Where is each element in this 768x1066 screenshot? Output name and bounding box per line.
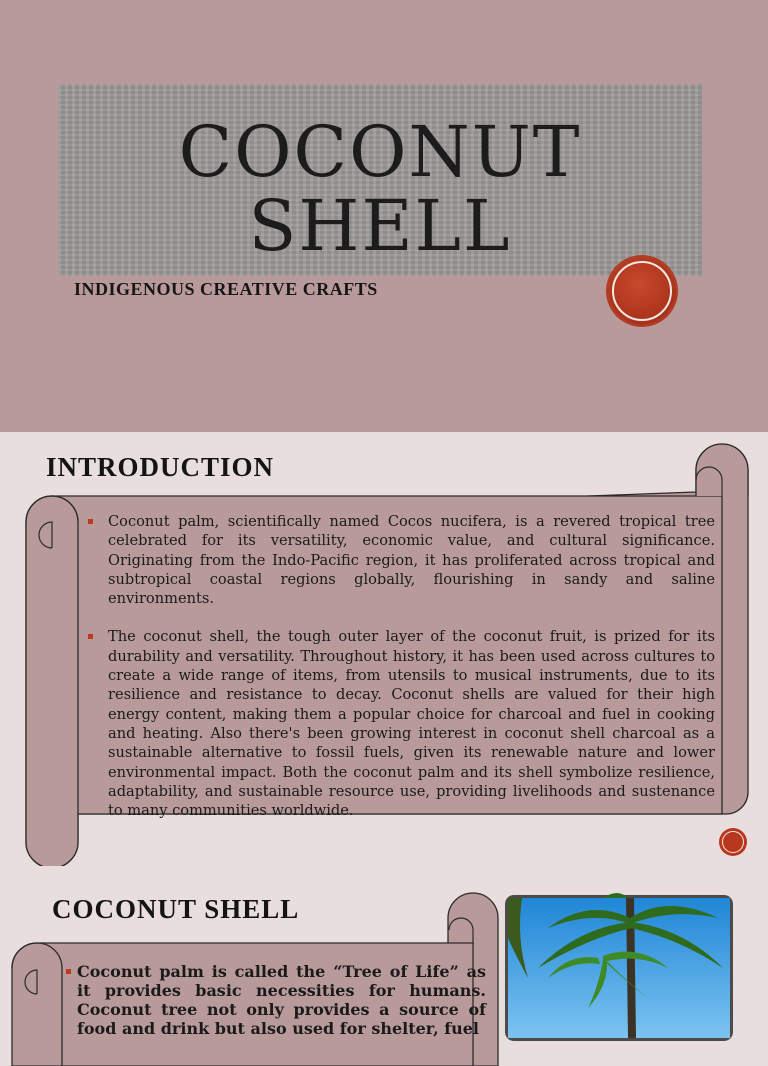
title-line-2: SHELL (248, 185, 512, 267)
introduction-slide (0, 432, 768, 866)
coconut-shell-slide (0, 866, 768, 1038)
title-slide (0, 0, 768, 432)
coconut-shell-heading: COCONUT SHELL (52, 894, 300, 924)
list-item: Coconut palm is called the “Tree of Life” as it provides basic necessities for humans. Coconut tree not only provides a source of food and drink but also used for shelter, fuel (66, 962, 486, 1038)
coconut-palm-image (508, 898, 730, 1038)
coconut-shell-body (66, 962, 486, 1038)
title-line-1: COCONUT (178, 111, 582, 193)
introduction-heading: INTRODUCTION (46, 452, 275, 482)
list-item: The coconut shell, the tough outer layer of the coconut fruit, is prized for its durability and versatility. Throughout history, it has been used across cultures to create a wide range of items, from utensils to musical instruments, due to its resilience and resistance to decay. Coconut shells are valued for their high energy content, making them a popular choice for charcoal and fuel in cooking and heating. Also there's been growing interest in coconut shell charcoal as a sustainable alternative to fossil fuels, given its renewable nature and lower environmental impact. Both the coconut palm and its shell symbolize resilience, adaptability, and sustainable resource use, providing livelihoods and sustenance to many communities worldwide. (86, 627, 715, 820)
decorative-circle-icon (608, 257, 676, 325)
introduction-body (86, 512, 715, 839)
title-banner (58, 84, 702, 276)
decorative-circle-icon (719, 828, 747, 856)
palm-tree-illustration (508, 898, 730, 1038)
list-item: Coconut palm, scientifically named Cocos nucifera, is a revered tropical tree celebrated for its versatility, economic value, and cultural significance. Originating from the Indo-Pacific region, it has proliferated across tropical and subtropical coastal regions globally, flourishing in sandy and saline environments. (86, 512, 715, 608)
subtitle: INDIGENOUS CREATIVE CRAFTS (74, 279, 378, 299)
